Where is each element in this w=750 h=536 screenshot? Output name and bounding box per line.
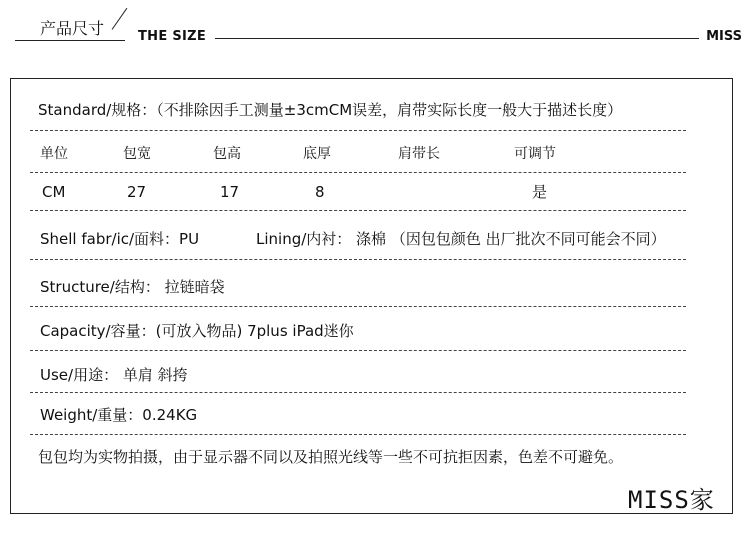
col-depth: 底厚 — [303, 146, 331, 162]
use: Use/用途： 单肩 斜挎 — [40, 366, 188, 384]
divider — [30, 130, 686, 131]
weight: Weight/重量：0.24KG — [40, 406, 198, 424]
brand-signature: MISS家 — [628, 486, 715, 514]
col-height: 包高 — [213, 146, 241, 162]
val-depth: 8 — [315, 183, 325, 201]
header-cn-title: 产品尺寸 — [40, 19, 105, 38]
divider — [30, 172, 686, 173]
divider — [30, 350, 686, 351]
structure: Structure/结构： 拉链暗袋 — [40, 278, 225, 296]
divider — [30, 210, 686, 211]
disclaimer-note: 包包均为实物拍摄，由于显示器不同以及拍照光线等一些不可抗拒因素，色差不可避免。 — [38, 448, 624, 466]
col-strap: 肩带长 — [398, 146, 440, 162]
val-unit: CM — [42, 183, 66, 201]
divider — [30, 392, 686, 393]
header-slash — [112, 8, 128, 30]
divider — [30, 259, 686, 260]
col-unit: 单位 — [40, 146, 68, 162]
val-adjustable: 是 — [532, 183, 548, 201]
header-brand: MISS — [706, 29, 742, 44]
shell-fabric: Shell fabr/ic/面料：PU — [40, 230, 200, 248]
col-width: 包宽 — [123, 146, 151, 162]
lining: Lining/内衬： 涤棉 （因包包颜色 出厂批次不同可能会不同） — [256, 230, 666, 248]
header-rule — [215, 38, 699, 39]
standard-line: Standard/规格：（不排除因手工测量±3cmCM误差，肩带实际长度一般大于描述长度） — [38, 101, 623, 119]
col-adjustable: 可调节 — [514, 146, 556, 162]
val-width: 27 — [127, 183, 147, 201]
capacity: Capacity/容量：(可放入物品) 7plus iPad迷你 — [40, 322, 354, 340]
header-underline — [15, 40, 125, 41]
divider — [30, 434, 686, 435]
divider — [30, 306, 686, 307]
val-height: 17 — [220, 183, 240, 201]
header-en-title: THE SIZE — [138, 29, 207, 44]
